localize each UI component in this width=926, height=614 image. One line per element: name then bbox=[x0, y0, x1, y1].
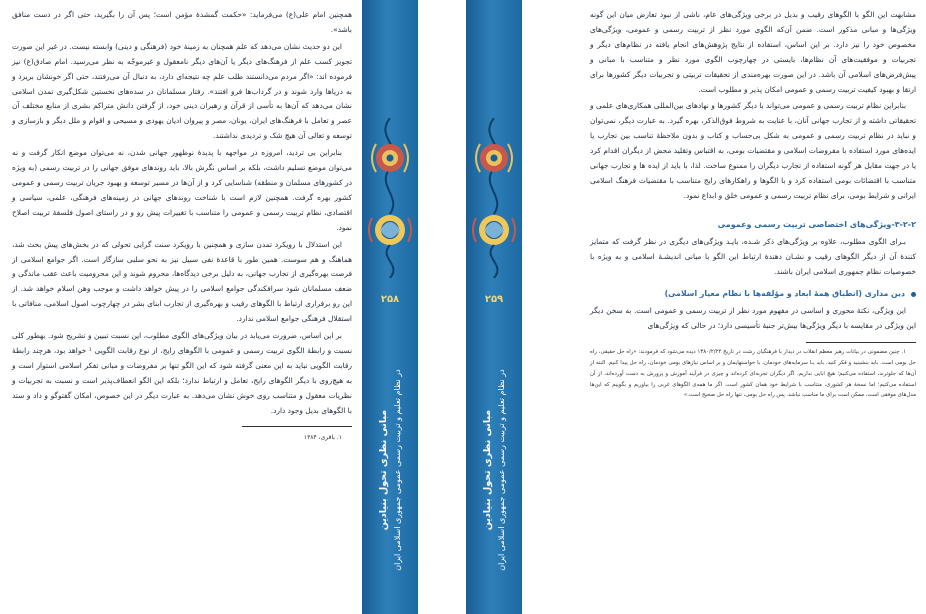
left-margin-strip bbox=[362, 0, 418, 614]
right-margin-strip bbox=[466, 0, 522, 614]
right-paragraph-2: بنابراین نظام تربیت رسمی و عمومی می‌تواند با دیگر کشورها و نهادهای بین‌المللی همکاری‌های علمی و تحقیقاتی داشته و از تجارب جهانی آنان، با عنایت به شروط فوق‌الذکر، بهره گیرد. به عبارت دیگر، نمی‌توان و نباید در نظام تربیت رسمی و عمومی به شکل بی‌حساب و کتاب و بدون ملاحظهٔ تناسب بین تجارب یا ایده‌های مورد استفاده با مفروضات اسلامی و مقتضیات بومی، به اقتباس وتقلید محض از دیگران اقدام کرد یا در جهت مقابل هر گونه استفاده از تجارب دیگران را ممنوع ساخت. لذا، با باید از ایده ها و تجارب جهانی متناسب با اقتضائات بومی استفاده کرد و با الگوها و راهکارهای رایج متناسب با مقتضیات فرهنگ اسلامی ایرانی و شرایط بومی، برای نظام تربیت رسمی و عمومی خلق و ابداع نمود. bbox=[590, 101, 916, 200]
right-page-text-column bbox=[590, 8, 916, 403]
bullet-heading-text: دین مداری (انطباق همهٔ ابعاد و مؤلفه‌ها با نظام معیار اسلامی) bbox=[664, 289, 905, 299]
left-paragraph-5: بر این اساس، ضرورت می‌یابد در بیان ویژگی‌های الگوی مطلوب، این نسبت تبیین و تشریح شود. بهطور کلی نسبت و رابطهٔ الگوی تربیت رسمی و عمومی با الگوهای رایج، از نوع رقابت الگویی ¹ خواهد بود، هرچند رابطهٔ رقابت الگویی نباید به این معنی گرفته شود که این الگو تنها بر مفروضات و مبانی تفکر اسلامی استوار است و به هیچ‌روی با دیگر الگوهای رایج، تعامل و ارتباط ندارد؛ بلکه این الگو انعطاف‌پذیر است و نسبت به تجربیات و نظریات معقول و متناسب روی خوش نشان می‌دهد. به عبارت دیگر در این خصوص، امکان گفتوگو و داد و ستد با الگوهای بدیل وجود دارد. bbox=[12, 331, 352, 415]
page-number-right: ۲۵۹ bbox=[484, 294, 504, 305]
section-heading: ۳-۲-۲-ویژگی‌های اختصاصی تربیت رسمی وعمومی bbox=[717, 219, 916, 229]
left-running-subtitle: در نظام تعلیم و تربیت رسمی عمومی جمهوری اسلامی ایران bbox=[393, 369, 402, 571]
left-footnote: ۱. باقری، ۱۳۸۴ bbox=[303, 434, 342, 442]
left-page-text-column bbox=[12, 8, 352, 448]
book-gutter bbox=[418, 0, 466, 614]
left-paragraph-4: این استدلال با رویکرد تمدن سازی و همچنین با رویکرد سنت گرایی تحولی که در بخش‌های پیش بحث شد، هماهنگ و هم سوست. همین طور با قاعدهٔ نفی سبیل نیز به نحو سلبی سازگار است. اگر جوامع اسلامی از فرصت بهره‌گیری از تجارب جهانی، به دلیل برخی دیدگاه‌ها، محروم شوند و این محرومیت باعث عقب ماندگی و ضعف مسلمانان شود سرافکندگی جوامع اسلامی را در پیش خواهد داشت و موجب وهن اسلام خواهد شد. از این رو برقراری ارتباط با الگوهای رقیب و بهره‌گیری از تجارب ابنای بشر در چهارچوب اصول اسلامی، منافاتی با استقلال فرهنگی جوامع اسلامی ندارد. bbox=[12, 239, 352, 324]
left-paragraph-2: این دو حدیث نشان می‌دهد که علم همچنان به زمینهٔ خود (فرهنگی و دینی) وابسته نیست. در غیر این صورت تجویز کسب علم از فرهنگ‌های دیگر یا آن‌های دیگر نامعقول و غیرموجّه به نظر می‌رسید. امام صادق(ع) نیز فرموده اند: «اگر مردم می‌دانستند طلب علم چه نتیجه‌ای دارد، به دنبال آن می‌رفتند، حتی اگر خونشان بریزد و به دریاها وارد شوند و در گرداب‌ها فرو افتند». رفتار مسلمانان در سده‌های نخستین شکل‌گیری تمدن اسلامی نشان می‌دهد که آن‌ها به تأسی از قرآن و رهبران دینی خود، از گرفتن دانش متراکم بشری از منابع مختلف آن عصر و تعامل با فرهنگ‌های ایران، یونان، مصر و پیروان ادیان یهودی و مسیحی و اقوام و ملل دیگر و بازسازی و توسعه و تعالی آن هیچ شک و تردیدی نداشتند. bbox=[12, 41, 352, 141]
bullet-heading bbox=[590, 287, 916, 302]
right-vertical-title bbox=[480, 325, 508, 614]
arabesque-ornament-icon bbox=[366, 118, 414, 278]
right-footnote: ۱. چنین مضمونی در بیانات رهبر معظم انقلاب در دیدار با فرهنگیان رشت در تاریخ ۱۳۸۰/۲/۲۴ دیده می‌شود که فرمودند: «راه حل حقیقی، راه حل بومی است. باید بنشینید و فکر کنید. باید بـا سرمایه‌های خودمان، با خواستهایمان و بر اساس نیازهای بومی خودمان، راه حل پیدا کنیم. البته از آن‌ها که جلوترند، استفاده می‌کنیم؛ هیچ ابایی نداریم. اگر دیگران تجربه‌ای کرده‌اند و چیزی در فرآیند آموزش و پرورش به دست آورده‌اند، از آن استفاده می‌کنیم؛ اما نسخهٔ هر کشوری، متناسب با شرایط خود همان کشور است. اگر ما همه‌ی الگوهای غربی را بیاوریم و بگوییم که این‌ها مدل‌های موفقی است، ممکن است برای ما مناسب نباشد. پس راه حل بومی، تنها راه حل صحیح است.» bbox=[590, 349, 916, 399]
right-page bbox=[582, 0, 926, 614]
bullet-dot-icon bbox=[911, 292, 916, 297]
left-footnote-divider bbox=[242, 426, 352, 427]
left-running-title: مبانی نظری تحول بنیادین bbox=[378, 409, 389, 531]
section-paragraph: بـرای الگوی مطلوب، علاوه بر ویژگی‌های ذکر شـده، بایـد ویژگی‌های دیگری در نظر گرفت که متمایز کنندهٔ آن از دیگر الگوهای رقیب و نشـان دهندهٔ ارتباط این الگو با مبانی اندیشـهٔ اسلامی و به ویژه با خصوصیات نظام جمهوری اسلامی ایران باشند. bbox=[590, 236, 916, 276]
page-number-left: ۲۵۸ bbox=[380, 294, 400, 305]
right-running-subtitle: در نظام تعلیم و تربیت رسمی عمومی جمهوری اسلامی ایران bbox=[497, 369, 506, 571]
right-paragraph-1: مشابهت این الگو با الگوهای رقیب و بدیل در برخی ویژگی‌های عام، ناشی از نبود تعارض میان این گونه ویژگی‌ها و مبانی مذکور است. ضمن آن‌که الگوی مورد نظر از تربیت رسمی و عمومی، ویژگی‌های مخصوص خود را نیز دارد. بر این اساس، استفاده از نتایج پژوهش‌های انجام یافته در نظام‌های دیگر و تجربیات و موفقیت‌های آن نظام‌ها، بایستی در چهارچوب الگوی مورد نظر و متناسب با مبانی و پیش‌فرض‌های اسلامی آن باشد. در این صورت بهره‌مندی از تحقیقات تربیتی و تجربیات دیگر کشورها برای ارتقا و بهبود کیفیت تربیت رسمی و عمومی امکان پذیر و مطلوب است. bbox=[590, 10, 916, 94]
right-footnote-divider bbox=[806, 342, 916, 343]
left-page bbox=[0, 0, 362, 614]
left-paragraph-3: بنابراین بی تردید، امروزه در مواجهه با پدیدهٔ نوظهور جهانی شدن، نه می‌توان موضع انکار گرفت و نه می‌توان موضع تسلیم داشت، بلکه بر اساس نگرش بالا، باید روندهای موفق جهانی را در تربیت رسمی (به ویژه در کشورهای مسلمان و منطقه) شناسایی کرد و از آن‌ها در مسیر توسعه و بهبود جریان تربیت رسمی و عمومی کشور بهره گرفت. همچنین لازم است با شناخت روندهای جهانی در زمینه‌های فرهنگی، علمی، سیاسی و اقتصادی، نظام تربیت رسمی و عمومی را متناسب با تغییرات پیش رو و در راستای اصول فلسفهٔ تربیت اصلاح نمود. bbox=[12, 148, 352, 232]
left-vertical-title bbox=[376, 325, 404, 614]
right-running-title: مبانی نظری تحول بنیادین bbox=[482, 409, 493, 531]
left-paragraph-1: همچنین امام علی(ع) می‌فرماید: «حکمت گمشدهٔ مؤمن است؛ پس آن را بگیرید، حتی اگر در دست منافق باشد». bbox=[12, 10, 352, 34]
bullet-paragraph: این ویژگی، نکتهٔ محوری و اساسی در مفهوم مورد نظر از تربیت رسمی و عمومی است. به سخن دیگر این ویژگی در مقایسه با دیگر ویژگی‌ها بیش‌تر جنبهٔ تأسیسی دارد؛ در حالی که ویژگی‌های bbox=[590, 306, 916, 331]
arabesque-ornament-icon bbox=[470, 118, 518, 278]
